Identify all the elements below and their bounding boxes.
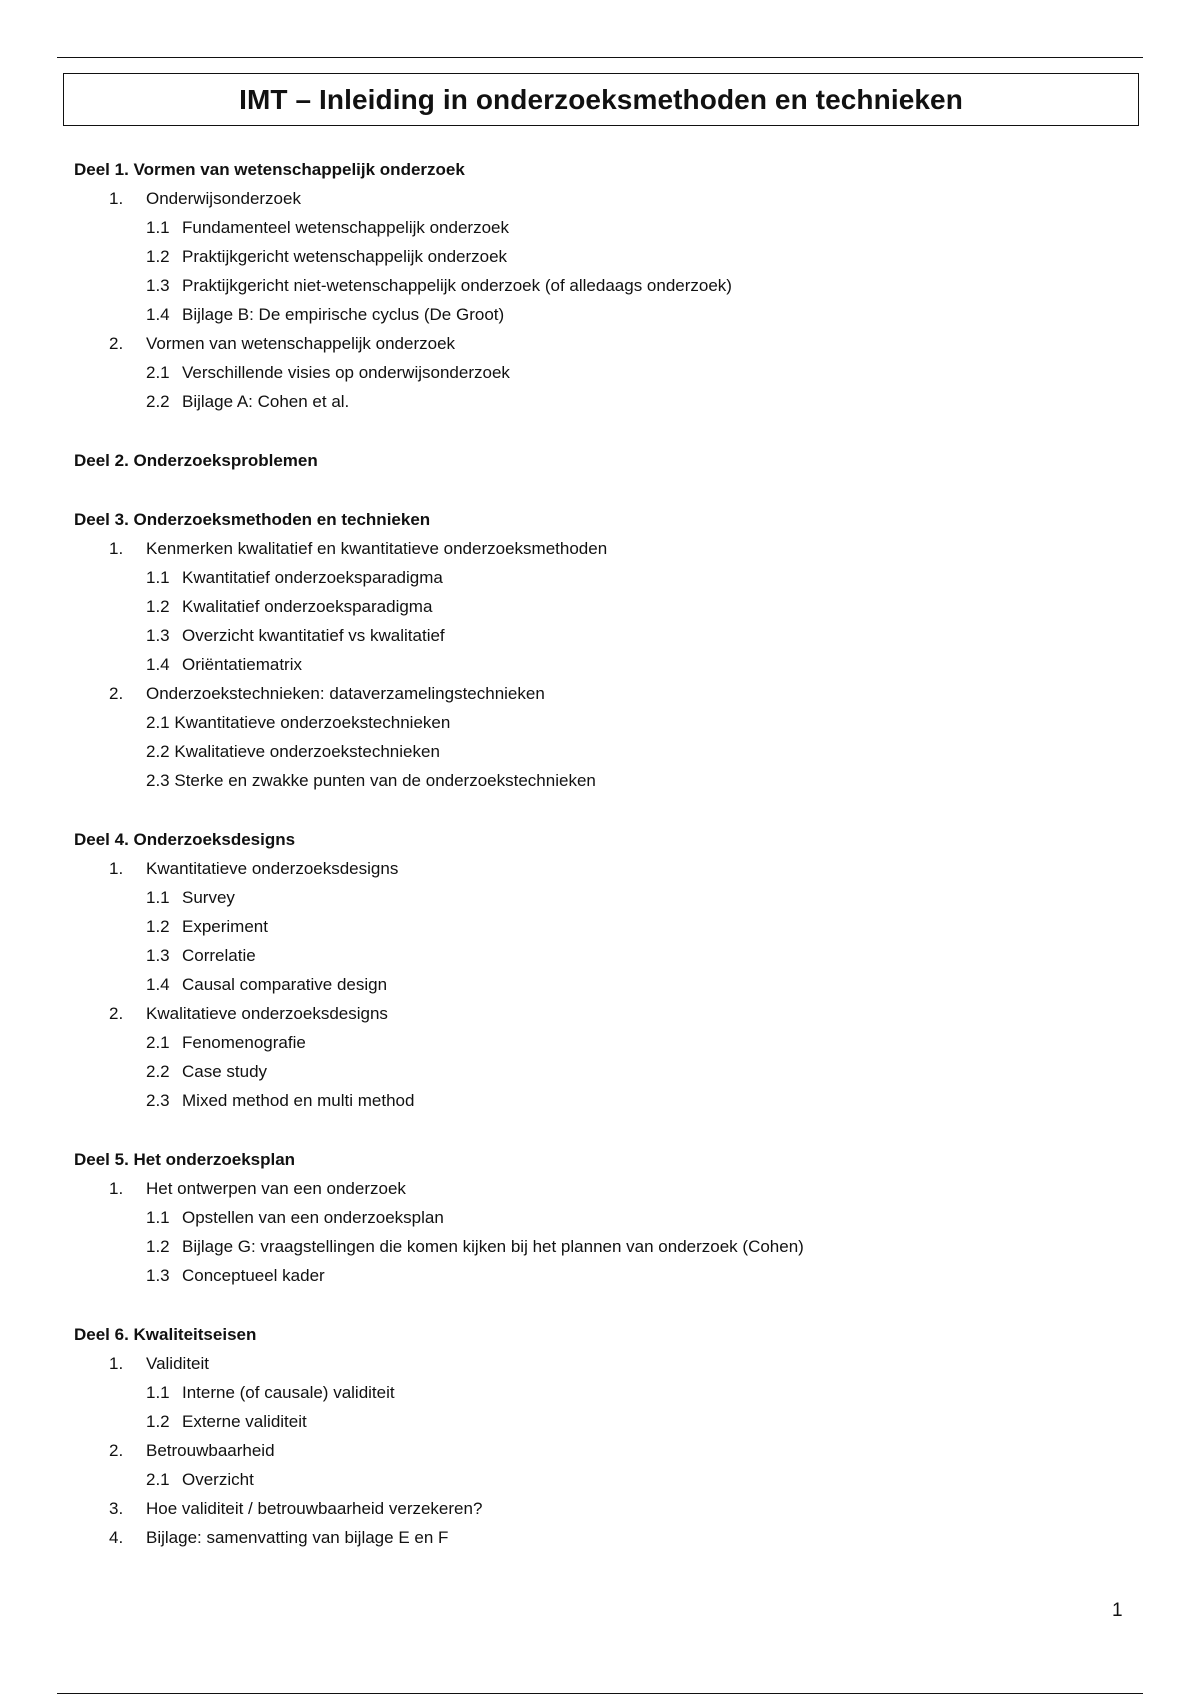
toc-subitem	[74, 271, 1134, 300]
toc-subitem-label: Fenomenografie	[182, 1033, 306, 1052]
toc-subitem	[74, 766, 1134, 795]
document-title	[63, 73, 1139, 126]
toc-subitem	[74, 300, 1134, 329]
toc-subitem-number: 2.2	[146, 392, 170, 411]
toc-item-label: Kwantitatieve onderzoeksdesigns	[146, 859, 399, 878]
toc-item-label: Onderwijsonderzoek	[146, 189, 301, 208]
toc-subitem-label: Bijlage A: Cohen et al.	[182, 392, 350, 411]
toc-section	[74, 825, 1134, 1115]
toc-item	[74, 1436, 1134, 1465]
toc-item-label: Kwalitatieve onderzoeksdesigns	[146, 1004, 388, 1023]
toc-item	[74, 1494, 1134, 1523]
toc-item	[74, 999, 1134, 1028]
toc-item-number: 1.	[109, 859, 124, 878]
section-heading: Deel 4. Onderzoeksdesigns	[74, 830, 296, 849]
toc-subitem-number: 1.4	[146, 305, 170, 324]
toc-subitem	[74, 650, 1134, 679]
toc-item	[74, 1349, 1134, 1378]
toc-subitem	[74, 737, 1134, 766]
toc-subitem-label: Fundamenteel wetenschappelijk onderzoek	[182, 218, 509, 237]
toc-subitem	[74, 708, 1134, 737]
toc-item-label: Hoe validiteit / betrouwbaarheid verzekeren?	[146, 1499, 483, 1518]
toc-subitem-number: 1.2	[146, 597, 170, 616]
section-heading: Deel 6. Kwaliteitseisen	[74, 1325, 257, 1344]
toc-subitem	[74, 970, 1134, 999]
toc-subitem-label: 2.1 Kwantitatieve onderzoekstechnieken	[146, 713, 451, 732]
toc-section	[74, 505, 1134, 795]
toc-item-label: Kenmerken kwalitatief en kwantitatieve onderzoeksmethoden	[146, 539, 608, 558]
toc-subitem-label: Bijlage G: vraagstellingen die komen kijken bij het plannen van onderzoek (Cohen)	[182, 1237, 804, 1256]
table-of-contents	[74, 155, 1134, 1582]
toc-subitem	[74, 1378, 1134, 1407]
toc-subitem-number: 1.4	[146, 655, 170, 674]
toc-item	[74, 329, 1134, 358]
toc-subitem	[74, 621, 1134, 650]
toc-subitem-number: 1.2	[146, 1237, 170, 1256]
toc-subitem-label: Correlatie	[182, 946, 256, 965]
toc-item	[74, 854, 1134, 883]
section-heading: Deel 2. Onderzoeksproblemen	[74, 451, 318, 470]
toc-subitem-number: 2.2	[146, 1062, 170, 1081]
toc-section	[74, 155, 1134, 416]
toc-subitem-label: Causal comparative design	[182, 975, 388, 994]
toc-subitem	[74, 592, 1134, 621]
toc-item-number: 2.	[109, 1441, 124, 1460]
toc-section	[74, 1145, 1134, 1290]
toc-subitem-label: 2.3 Sterke en zwakke punten van de onderzoekstechnieken	[146, 771, 596, 790]
toc-subitem-label: 2.2 Kwalitatieve onderzoekstechnieken	[146, 742, 440, 761]
toc-subitem	[74, 213, 1134, 242]
toc-subitem-number: 2.1	[146, 363, 170, 382]
toc-subitem-number: 1.1	[146, 218, 170, 237]
toc-item	[74, 184, 1134, 213]
toc-subitem-number: 1.1	[146, 888, 170, 907]
toc-subitem-number: 2.1	[146, 1033, 170, 1052]
section-heading: Deel 3. Onderzoeksmethoden en technieken	[74, 510, 431, 529]
toc-subitem-number: 2.1	[146, 1470, 170, 1489]
toc-subitem	[74, 387, 1134, 416]
toc-subitem	[74, 1028, 1134, 1057]
toc-item-number: 2.	[109, 334, 124, 353]
toc-item-number: 1.	[109, 539, 124, 558]
toc-subitem-number: 1.4	[146, 975, 170, 994]
toc-item	[74, 1174, 1134, 1203]
toc-subitem-label: Praktijkgericht niet-wetenschappelijk onderzoek (of alledaags onderzoek)	[182, 276, 732, 295]
toc-subitem	[74, 883, 1134, 912]
toc-subitem-number: 1.3	[146, 1266, 170, 1285]
toc-subitem-label: Praktijkgericht wetenschappelijk onderzoek	[182, 247, 508, 266]
toc-item-number: 1.	[109, 1179, 124, 1198]
toc-subitem-number: 1.3	[146, 276, 170, 295]
toc-subitem-number: 1.3	[146, 946, 170, 965]
toc-subitem-label: Overzicht	[182, 1470, 254, 1489]
toc-subitem-label: Overzicht kwantitatief vs kwalitatief	[182, 626, 445, 645]
toc-subitem-number: 1.1	[146, 568, 170, 587]
toc-item-number: 2.	[109, 684, 124, 703]
toc-subitem-label: Bijlage B: De empirische cyclus (De Groot)	[182, 305, 505, 324]
toc-item	[74, 679, 1134, 708]
toc-subitem-label: Mixed method en multi method	[182, 1091, 415, 1110]
toc-subitem	[74, 1407, 1134, 1436]
page-number: 1	[1112, 1600, 1123, 1621]
toc-subitem	[74, 941, 1134, 970]
toc-subitem-label: Opstellen van een onderzoeksplan	[182, 1208, 444, 1227]
toc-subitem	[74, 912, 1134, 941]
section-heading: Deel 1. Vormen van wetenschappelijk onderzoek	[74, 160, 465, 179]
toc-subitem	[74, 1232, 1134, 1261]
toc-item-label: Bijlage: samenvatting van bijlage E en F	[146, 1528, 449, 1547]
toc-subitem-label: Interne (of causale) validiteit	[182, 1383, 395, 1402]
toc-item-label: Vormen van wetenschappelijk onderzoek	[146, 334, 456, 353]
toc-subitem-number: 2.3	[146, 1091, 170, 1110]
toc-subitem-number: 1.3	[146, 626, 170, 645]
toc-subitem	[74, 1086, 1134, 1115]
toc-item-number: 3.	[109, 1499, 124, 1518]
toc-subitem-label: Case study	[182, 1062, 268, 1081]
toc-subitem-label: Experiment	[182, 917, 268, 936]
toc-subitem-label: Conceptueel kader	[182, 1266, 325, 1285]
document-title-text: IMT – Inleiding in onderzoeksmethoden en technieken	[239, 83, 963, 115]
toc-item	[74, 534, 1134, 563]
bottom-rule	[57, 1693, 1143, 1694]
toc-subitem-label: Oriëntatiematrix	[182, 655, 302, 674]
toc-item-number: 4.	[109, 1528, 124, 1547]
toc-item-number: 1.	[109, 1354, 124, 1373]
top-rule	[57, 57, 1143, 58]
toc-subitem	[74, 358, 1134, 387]
toc-subitem	[74, 1465, 1134, 1494]
toc-item-label: Validiteit	[146, 1354, 209, 1373]
toc-item-number: 2.	[109, 1004, 124, 1023]
toc-subitem-label: Survey	[182, 888, 235, 907]
toc-subitem-number: 1.2	[146, 1412, 170, 1431]
toc-subitem-label: Verschillende visies op onderwijsonderzoek	[182, 363, 510, 382]
toc-subitem	[74, 242, 1134, 271]
toc-subitem	[74, 1203, 1134, 1232]
toc-subitem	[74, 1057, 1134, 1086]
section-heading: Deel 5. Het onderzoeksplan	[74, 1150, 296, 1169]
toc-subitem-number: 1.2	[146, 247, 170, 266]
toc-item-label: Het ontwerpen van een onderzoek	[146, 1179, 406, 1198]
toc-subitem-label: Kwantitatief onderzoeksparadigma	[182, 568, 443, 587]
toc-subitem-label: Externe validiteit	[182, 1412, 307, 1431]
toc-subitem-number: 1.2	[146, 917, 170, 936]
toc-subitem	[74, 563, 1134, 592]
toc-item	[74, 1523, 1134, 1552]
toc-subitem-number: 1.1	[146, 1208, 170, 1227]
toc-subitem-label: Kwalitatief onderzoeksparadigma	[182, 597, 433, 616]
toc-section	[74, 446, 1134, 475]
toc-subitem-number: 1.1	[146, 1383, 170, 1402]
toc-section	[74, 1320, 1134, 1552]
toc-item-number: 1.	[109, 189, 124, 208]
toc-item-label: Betrouwbaarheid	[146, 1441, 275, 1460]
toc-subitem	[74, 1261, 1134, 1290]
toc-item-label: Onderzoekstechnieken: dataverzamelingstechnieken	[146, 684, 545, 703]
